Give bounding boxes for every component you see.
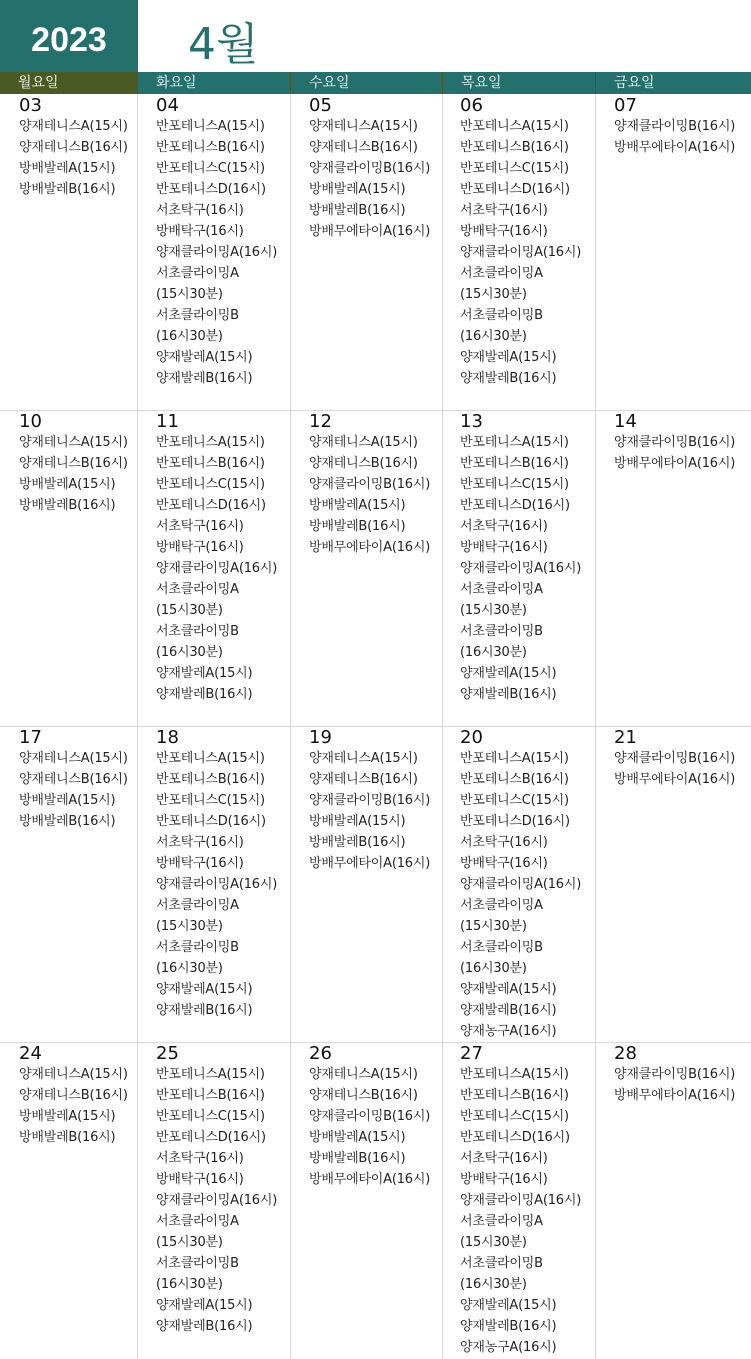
day-cell — [156, 96, 277, 389]
event-item: 양재발레B(16시) — [460, 371, 557, 386]
day-cell — [614, 1044, 735, 1106]
day-cell — [156, 1044, 277, 1337]
event-item: 양재클라이밍B(16시) — [614, 1067, 736, 1082]
event-item: (15시30분) — [156, 287, 223, 302]
event-item: 양재테니스A(15시) — [19, 1067, 128, 1082]
day-number: 28 — [614, 1043, 637, 1064]
day-cell — [309, 96, 430, 242]
event-item: 양재발레B(16시) — [460, 687, 557, 702]
event-item: (15시30분) — [460, 1235, 527, 1250]
event-item: 양재농구A(16시) — [460, 1340, 557, 1355]
event-item: 반포테니스B(16시) — [460, 140, 569, 155]
event-item: 반포테니스C(15시) — [156, 161, 265, 176]
weekday-header-fri: 금요일 — [596, 72, 751, 94]
event-item: 양재테니스B(16시) — [19, 456, 128, 471]
day-cell — [460, 96, 581, 389]
event-item: 방배탁구(16시) — [460, 224, 548, 239]
event-item: (15시30분) — [156, 1235, 223, 1250]
day-number: 21 — [614, 727, 637, 748]
event-item: 양재클라이밍B(16시) — [309, 161, 431, 176]
week-divider — [0, 1042, 751, 1043]
event-item: 양재발레B(16시) — [460, 1003, 557, 1018]
day-number: 03 — [19, 95, 42, 116]
day-number: 18 — [156, 727, 179, 748]
event-item: 서초클라이밍B — [460, 940, 543, 955]
event-item: 양재발레B(16시) — [460, 1319, 557, 1334]
event-item: 서초클라이밍B — [156, 624, 239, 639]
event-item: 양재테니스B(16시) — [309, 140, 418, 155]
event-item: 방배발레A(15시) — [309, 498, 406, 513]
event-item: 서초탁구(16시) — [460, 1151, 548, 1166]
event-item: 반포테니스A(15시) — [156, 1067, 265, 1082]
event-item: 방배발레B(16시) — [19, 498, 116, 513]
event-item: (15시30분) — [156, 603, 223, 618]
event-item: 방배탁구(16시) — [460, 856, 548, 871]
event-item: 반포테니스B(16시) — [156, 1088, 265, 1103]
event-item: 양재테니스A(15시) — [19, 435, 128, 450]
event-item: 양재테니스B(16시) — [19, 140, 128, 155]
event-item: 서초클라이밍A — [460, 582, 543, 597]
event-item: 양재클라이밍A(16시) — [460, 561, 582, 576]
event-item: 반포테니스C(15시) — [460, 161, 569, 176]
event-item: (15시30분) — [156, 919, 223, 934]
event-item: 반포테니스A(15시) — [460, 1067, 569, 1082]
event-item: (16시30분) — [460, 329, 527, 344]
event-item: (16시30분) — [156, 329, 223, 344]
day-cell — [156, 412, 277, 705]
event-item: 방배무에타이A(16시) — [614, 772, 736, 787]
day-number: 13 — [460, 411, 483, 432]
event-item: 방배발레B(16시) — [19, 1130, 116, 1145]
day-number: 07 — [614, 95, 637, 116]
event-item: 양재발레B(16시) — [156, 1319, 253, 1334]
event-item: 방배발레A(15시) — [309, 814, 406, 829]
day-cell — [460, 1044, 581, 1358]
event-item: 반포테니스B(16시) — [156, 772, 265, 787]
event-item: 양재클라이밍B(16시) — [614, 119, 736, 134]
event-item: 서초클라이밍A — [460, 898, 543, 913]
event-item: 방배무에타이A(16시) — [309, 1172, 431, 1187]
week-divider — [0, 410, 751, 411]
event-item: 반포테니스D(16시) — [156, 182, 266, 197]
day-cell — [156, 728, 277, 1021]
event-item: 방배발레A(15시) — [19, 477, 116, 492]
event-item: 방배발레B(16시) — [309, 519, 406, 534]
event-item: 반포테니스C(15시) — [460, 477, 569, 492]
event-item: 양재클라이밍A(16시) — [156, 877, 278, 892]
day-cell — [614, 96, 735, 158]
event-item: 양재발레A(15시) — [460, 666, 557, 681]
event-item: 양재클라이밍B(16시) — [309, 477, 431, 492]
event-item: 반포테니스A(15시) — [156, 751, 265, 766]
event-item: 방배발레B(16시) — [19, 182, 116, 197]
day-cell — [614, 412, 735, 474]
event-item: 반포테니스D(16시) — [156, 498, 266, 513]
event-item: 방배발레A(15시) — [19, 793, 116, 808]
event-item: 방배발레B(16시) — [19, 814, 116, 829]
event-item: 양재클라이밍A(16시) — [460, 877, 582, 892]
event-item: 방배발레A(15시) — [309, 1130, 406, 1145]
day-number: 27 — [460, 1043, 483, 1064]
event-item: 양재클라이밍A(16시) — [156, 245, 278, 260]
event-item: 양재클라이밍A(16시) — [156, 561, 278, 576]
event-item: 서초탁구(16시) — [156, 519, 244, 534]
weekday-header-mon: 월요일 — [0, 72, 137, 94]
event-item: 양재발레A(15시) — [156, 982, 253, 997]
day-number: 05 — [309, 95, 332, 116]
event-item: 서초클라이밍A — [156, 582, 239, 597]
event-item: (16시30분) — [460, 645, 527, 660]
event-item: 반포테니스A(15시) — [460, 751, 569, 766]
event-item: 서초클라이밍A — [460, 266, 543, 281]
event-item: 양재테니스A(15시) — [19, 119, 128, 134]
event-item: 양재클라이밍B(16시) — [614, 751, 736, 766]
event-item: 서초탁구(16시) — [156, 1151, 244, 1166]
day-cell — [614, 728, 735, 790]
day-number: 24 — [19, 1043, 42, 1064]
event-item: 반포테니스A(15시) — [460, 435, 569, 450]
event-item: 방배발레B(16시) — [309, 835, 406, 850]
event-item: 반포테니스D(16시) — [156, 814, 266, 829]
day-cell — [460, 412, 581, 705]
event-item: 양재발레A(15시) — [156, 1298, 253, 1313]
day-number: 04 — [156, 95, 179, 116]
event-item: 반포테니스C(15시) — [460, 1109, 569, 1124]
event-item: 서초클라이밍B — [460, 624, 543, 639]
day-number: 12 — [309, 411, 332, 432]
event-item: 양재테니스A(15시) — [309, 119, 418, 134]
event-item: 방배발레B(16시) — [309, 1151, 406, 1166]
event-item: 양재발레A(15시) — [156, 666, 253, 681]
day-number: 14 — [614, 411, 637, 432]
event-item: 방배무에타이A(16시) — [309, 224, 431, 239]
event-item: 반포테니스B(16시) — [156, 456, 265, 471]
event-item: 양재농구A(16시) — [460, 1024, 557, 1039]
event-item: 방배탁구(16시) — [156, 856, 244, 871]
day-number: 20 — [460, 727, 483, 748]
event-item: 양재발레A(15시) — [460, 350, 557, 365]
event-item: 반포테니스D(16시) — [460, 1130, 570, 1145]
event-item: 방배발레A(15시) — [19, 161, 116, 176]
event-item: 서초클라이밍B — [156, 308, 239, 323]
day-cell — [19, 1044, 128, 1148]
event-item: 방배무에타이A(16시) — [614, 456, 736, 471]
event-item: (15시30분) — [460, 287, 527, 302]
event-item: 양재클라이밍A(16시) — [156, 1193, 278, 1208]
event-item: 반포테니스B(16시) — [460, 772, 569, 787]
event-item: 양재발레B(16시) — [156, 687, 253, 702]
event-item: 양재발레A(15시) — [156, 350, 253, 365]
event-item: 양재테니스A(15시) — [309, 751, 418, 766]
event-item: 방배무에타이A(16시) — [309, 856, 431, 871]
event-item: 양재발레B(16시) — [156, 371, 253, 386]
event-item: 반포테니스B(16시) — [460, 1088, 569, 1103]
event-item: 방배무에타이A(16시) — [309, 540, 431, 555]
event-item: 반포테니스A(15시) — [460, 119, 569, 134]
event-item: 서초클라이밍A — [156, 898, 239, 913]
event-item: 반포테니스D(16시) — [460, 814, 570, 829]
event-item: 반포테니스A(15시) — [156, 435, 265, 450]
event-item: (16시30분) — [156, 645, 223, 660]
event-item: 방배발레B(16시) — [309, 203, 406, 218]
event-item: 서초탁구(16시) — [156, 203, 244, 218]
day-number: 06 — [460, 95, 483, 116]
event-item: 반포테니스C(15시) — [156, 793, 265, 808]
event-item: 양재클라이밍A(16시) — [460, 245, 582, 260]
day-number: 17 — [19, 727, 42, 748]
day-cell — [19, 412, 128, 516]
event-item: (16시30분) — [460, 961, 527, 976]
event-item: 반포테니스B(16시) — [460, 456, 569, 471]
event-item: 양재클라이밍B(16시) — [614, 435, 736, 450]
weekday-header-tue: 화요일 — [138, 72, 290, 94]
event-item: 반포테니스D(16시) — [156, 1130, 266, 1145]
event-item: 양재테니스B(16시) — [19, 1088, 128, 1103]
event-item: 서초클라이밍B — [460, 308, 543, 323]
event-item: 양재테니스B(16시) — [309, 456, 418, 471]
event-item: 양재테니스A(15시) — [309, 1067, 418, 1082]
event-item: 양재발레A(15시) — [460, 982, 557, 997]
year-label: 2023 — [0, 0, 138, 72]
event-item: 서초클라이밍A — [460, 1214, 543, 1229]
event-item: 서초클라이밍B — [460, 1256, 543, 1271]
event-item: 방배탁구(16시) — [156, 224, 244, 239]
day-number: 25 — [156, 1043, 179, 1064]
event-item: 서초탁구(16시) — [460, 203, 548, 218]
event-item: 서초클라이밍B — [156, 940, 239, 955]
event-item: 서초탁구(16시) — [460, 519, 548, 534]
day-cell — [19, 728, 128, 832]
event-item: 양재테니스B(16시) — [19, 772, 128, 787]
weekday-header-thu: 목요일 — [443, 72, 595, 94]
event-item: 반포테니스D(16시) — [460, 182, 570, 197]
day-number: 19 — [309, 727, 332, 748]
event-item: (16시30분) — [156, 1277, 223, 1292]
event-item: 반포테니스B(16시) — [156, 140, 265, 155]
day-cell — [309, 412, 430, 558]
event-item: 방배탁구(16시) — [156, 540, 244, 555]
event-item: 서초클라이밍A — [156, 1214, 239, 1229]
event-item: 방배무에타이A(16시) — [614, 1088, 736, 1103]
day-cell — [309, 1044, 430, 1190]
event-item: 양재테니스A(15시) — [19, 751, 128, 766]
event-item: 방배발레A(15시) — [19, 1109, 116, 1124]
event-item: (16시30분) — [460, 1277, 527, 1292]
event-item: 반포테니스A(15시) — [156, 119, 265, 134]
day-cell — [460, 728, 581, 1042]
event-item: 반포테니스C(15시) — [156, 477, 265, 492]
event-item: 양재클라이밍B(16시) — [309, 1109, 431, 1124]
event-item: 양재클라이밍A(16시) — [460, 1193, 582, 1208]
event-item: (15시30분) — [460, 603, 527, 618]
event-item: 양재테니스A(15시) — [309, 435, 418, 450]
event-item: 양재테니스B(16시) — [309, 1088, 418, 1103]
event-item: 양재클라이밍B(16시) — [309, 793, 431, 808]
week-divider — [0, 726, 751, 727]
weekday-header-wed: 수요일 — [291, 72, 442, 94]
event-item: 서초탁구(16시) — [156, 835, 244, 850]
event-item: 방배탁구(16시) — [460, 540, 548, 555]
day-number: 10 — [19, 411, 42, 432]
event-item: 반포테니스D(16시) — [460, 498, 570, 513]
event-item: 양재발레B(16시) — [156, 1003, 253, 1018]
event-item: 방배발레A(15시) — [309, 182, 406, 197]
event-item: 반포테니스C(15시) — [156, 1109, 265, 1124]
event-item: 양재발레A(15시) — [460, 1298, 557, 1313]
day-cell — [19, 96, 128, 200]
event-item: 방배탁구(16시) — [460, 1172, 548, 1187]
event-item: 서초탁구(16시) — [460, 835, 548, 850]
day-cell — [309, 728, 430, 874]
month-title: 4월 — [188, 19, 259, 70]
day-number: 26 — [309, 1043, 332, 1064]
event-item: 방배무에타이A(16시) — [614, 140, 736, 155]
day-number: 11 — [156, 411, 179, 432]
event-item: (16시30분) — [156, 961, 223, 976]
event-item: 서초클라이밍A — [156, 266, 239, 281]
event-item: 방배탁구(16시) — [156, 1172, 244, 1187]
event-item: 서초클라이밍B — [156, 1256, 239, 1271]
event-item: (15시30분) — [460, 919, 527, 934]
event-item: 반포테니스C(15시) — [460, 793, 569, 808]
event-item: 양재테니스B(16시) — [309, 772, 418, 787]
